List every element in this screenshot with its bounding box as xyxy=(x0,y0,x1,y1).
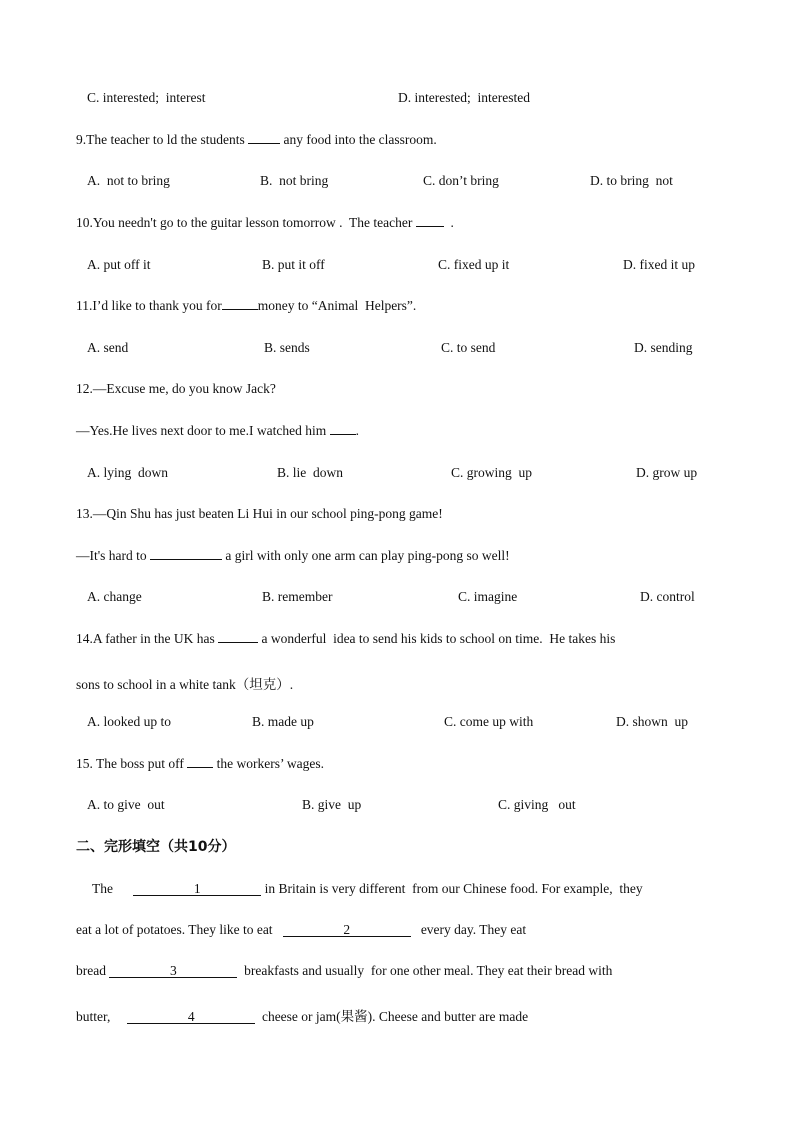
cloze-blank-2: 2 xyxy=(283,923,411,937)
q13-stem: 13.—Qin Shu has just beaten Li Hui in our school ping-pong game! xyxy=(76,506,443,521)
q14-option-a: A. looked up to xyxy=(87,714,171,729)
q9-option-d: D. to bring not xyxy=(590,173,673,188)
q15-option-c: C. giving out xyxy=(498,797,576,812)
q10-stem: 10.You needn't go to the guitar lesson tomorrow . The teacher . xyxy=(76,215,454,230)
q9-blank xyxy=(248,143,280,144)
q11-option-a: A. send xyxy=(87,340,129,355)
q12-option-b: B. lie down xyxy=(277,465,343,480)
q10-blank xyxy=(416,226,444,227)
passage-line-2: eat a lot of potatoes. They like to eat 2 every day. They eat xyxy=(76,922,527,937)
q15-option-a: A. to give out xyxy=(87,797,165,812)
q12-option-a: A. lying down xyxy=(87,465,168,480)
q12-stem: 12.—Excuse me, do you know Jack? xyxy=(76,381,276,396)
cloze-blank-3: 3 xyxy=(109,964,237,978)
q13-reply: —It's hard to a girl with only one arm can play ping-pong so well! xyxy=(76,548,510,563)
q13-option-c: C. imagine xyxy=(458,589,518,604)
q15-blank xyxy=(187,767,213,768)
q14-option-d: D. shown up xyxy=(616,714,689,729)
q11-option-b: B. sends xyxy=(264,340,310,355)
q9-option-c: C. don’t bring xyxy=(423,173,499,188)
q14-stem: 14.A father in the UK has a wonderful idea to send his kids to school on time. He takes his xyxy=(76,631,616,646)
q9-option-b: B. not bring xyxy=(260,173,329,188)
q9-option-a: A. not to bring xyxy=(87,173,170,188)
q8-option-d: D. interested; interested xyxy=(398,90,530,105)
q10-option-a: A. put off it xyxy=(87,257,151,272)
q12-option-d: D. grow up xyxy=(636,465,698,480)
passage-line-4: butter, 4 cheese or jam(果酱). Cheese and butter are made xyxy=(76,1009,529,1024)
section-heading: 二、完形填空（共10分） xyxy=(76,839,236,855)
passage-line-3: bread 3 breakfasts and usually for one other meal. They eat their bread with xyxy=(76,963,613,978)
cloze-blank-4: 4 xyxy=(127,1010,255,1024)
q14-option-b: B. made up xyxy=(252,714,314,729)
q11-option-d: D. sending xyxy=(634,340,693,355)
q14-option-c: C. come up with xyxy=(444,714,534,729)
q15-option-b: B. give up xyxy=(302,797,362,812)
q13-option-a: A. change xyxy=(87,589,142,604)
q11-option-c: C. to send xyxy=(441,340,496,355)
q12-blank xyxy=(330,434,356,435)
q13-blank xyxy=(150,559,222,560)
q12-reply: —Yes.He lives next door to me.I watched him . xyxy=(76,423,359,438)
q12-option-c: C. growing up xyxy=(451,465,532,480)
q13-option-b: B. remember xyxy=(262,589,333,604)
q8-option-c: C. interested; interest xyxy=(87,90,206,105)
q10-option-d: D. fixed it up xyxy=(623,257,695,272)
q10-option-b: B. put it off xyxy=(262,257,325,272)
passage-line-1: The 1 in Britain is very different from our Chinese food. For example, they xyxy=(92,881,643,896)
q15-stem: 15. The boss put off the workers’ wages. xyxy=(76,756,324,771)
q9-stem: 9.The teacher to ld the students any food into the classroom. xyxy=(76,132,437,147)
q11-blank xyxy=(222,309,258,310)
cloze-blank-1: 1 xyxy=(133,882,261,896)
q13-option-d: D. control xyxy=(640,589,695,604)
q14-blank xyxy=(218,642,258,643)
q11-stem: 11.I’d like to thank you for money to “Animal Helpers”. xyxy=(76,298,417,313)
q10-option-c: C. fixed up it xyxy=(438,257,510,272)
q14-stem-line2: sons to school in a white tank（坦克）. xyxy=(76,677,294,692)
